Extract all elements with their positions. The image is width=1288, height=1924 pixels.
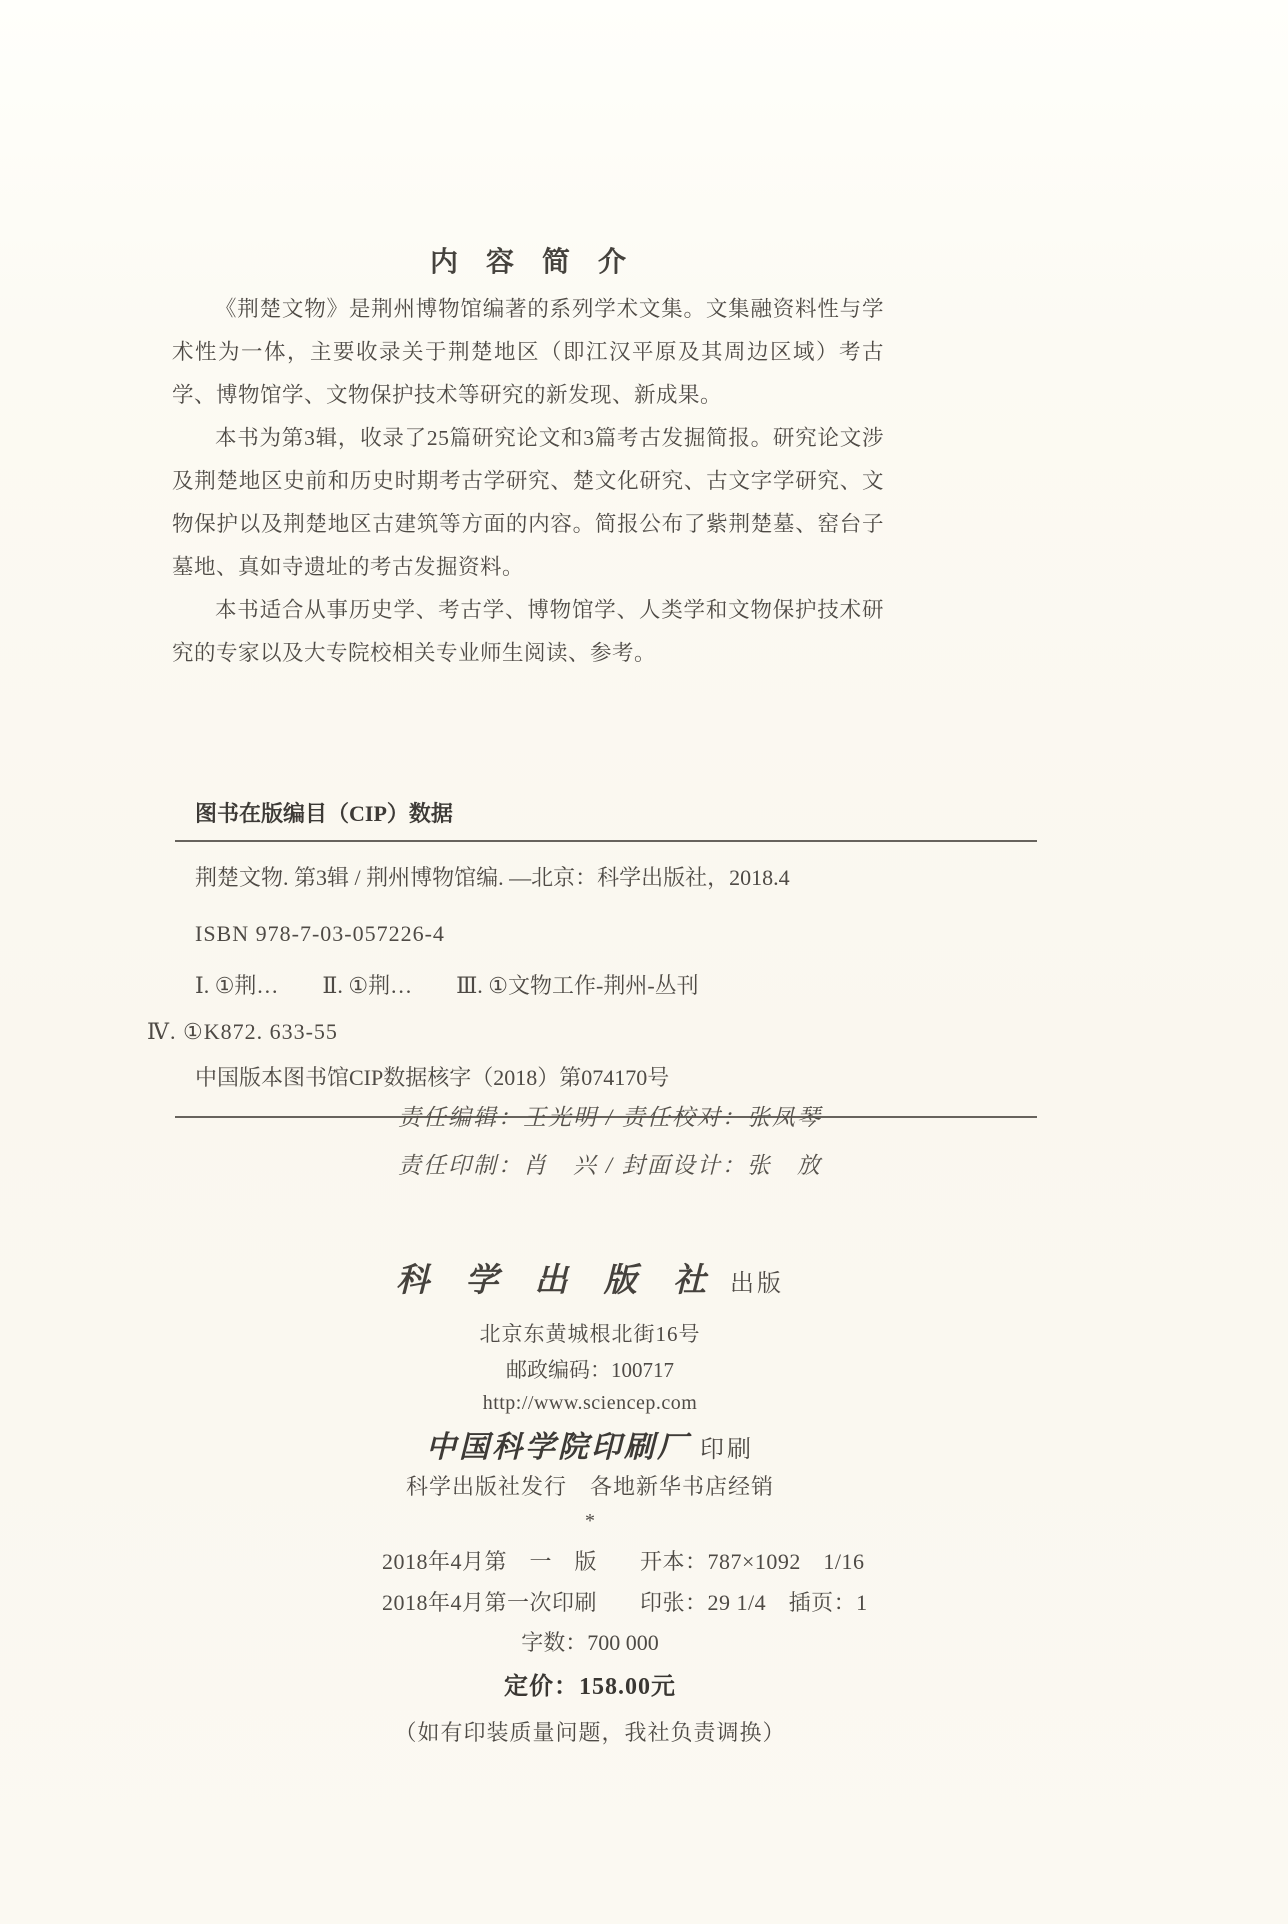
intro-paragraph-2: 本书为第3辑，收录了25篇研究论文和3篇考古发掘简报。研究论文涉及荆楚地区史前和历史时期考古学研究、楚文化研究、古文字学研究、文物保护以及荆楚地区古建筑等方面的内容。简报公布了紫荆楚墓、窑台子墓地、真如寺遗址的考古发掘资料。 [172,426,884,579]
quality-notice: （如有印装质量问题，我社负责调换） [394,1720,786,1745]
printer-line [0,1422,1180,1466]
cip-classification-line: Ⅰ. ①荆… Ⅱ. ①荆… Ⅲ. ①文物工作-荆州-丛刊 [195,973,699,998]
format-spec: 开本：787×1092 1/16 [640,1549,865,1574]
sheets-spec: 印张：29 1/4 插页：1 [640,1590,868,1615]
distribution-line: 科学出版社发行 各地新华书店经销 [405,1474,774,1499]
intro-section [172,288,884,675]
publisher-line [0,1254,1180,1301]
publisher-name-calligraphy: 科 学 出 版 社 [396,1263,720,1299]
printing-date: 2018年4月第一次印刷 [382,1590,598,1615]
price-line: 定价：158.00元 [504,1674,676,1700]
cip-isbn-line: ISBN 978-7-03-057226-4 [195,921,445,946]
cip-title-line: 荆楚文物. 第3辑 / 荆州博物馆编. —北京：科学出版社，2018.4 [195,865,790,890]
postal-code: 邮政编码：100717 [506,1358,674,1382]
section-separator-asterisk: * [585,1510,595,1532]
edition-date: 2018年4月第 一 版 [382,1549,598,1574]
credits-printing-line: 责任印制：肖 兴 / 封面设计：张 放 [398,1153,822,1178]
website-url: http://www.sciencep.com [482,1392,698,1414]
responsibility-credits [0,1094,1220,1190]
printer-role-label: 印刷 [700,1437,754,1463]
publisher-address: 北京东黄城根北街16号 [479,1322,701,1346]
page-title: 内 容 简 介 [429,247,626,278]
cip-classification-line-2: Ⅳ. ①K872. 633-55 [147,1019,338,1044]
intro-paragraph-1: 《荆楚文物》是荆州博物馆编著的系列学术文集。文集融资料性与学术性为一体，主要收录关于荆楚地区（即江汉平原及其周边区域）考古学、博物馆学、文物保护技术等研究的新发现、新成果。 [172,297,884,407]
printer-name-calligraphy: 中国科学院印刷厂 [426,1431,690,1464]
printing-sheets-row [382,1586,1082,1617]
publisher-role-label: 出版 [730,1271,784,1297]
edition-format-row [382,1545,1082,1576]
credits-editors-line: 责任编辑：王光明 / 责任校对：张凤琴 [398,1105,822,1130]
cip-data-section [147,800,1037,1118]
cip-top-rule [175,840,1037,842]
intro-paragraph-3: 本书适合从事历史学、考古学、博物馆学、人类学和文物保护技术研究的专家以及大专院校相关专业师生阅读、参考。 [172,598,884,665]
cip-record-number-line: 中国版本图书馆CIP数据核字（2018）第074170号 [195,1065,670,1090]
word-count-line: 字数：700 000 [521,1630,659,1655]
cip-header: 图书在版编目（CIP）数据 [195,801,453,826]
